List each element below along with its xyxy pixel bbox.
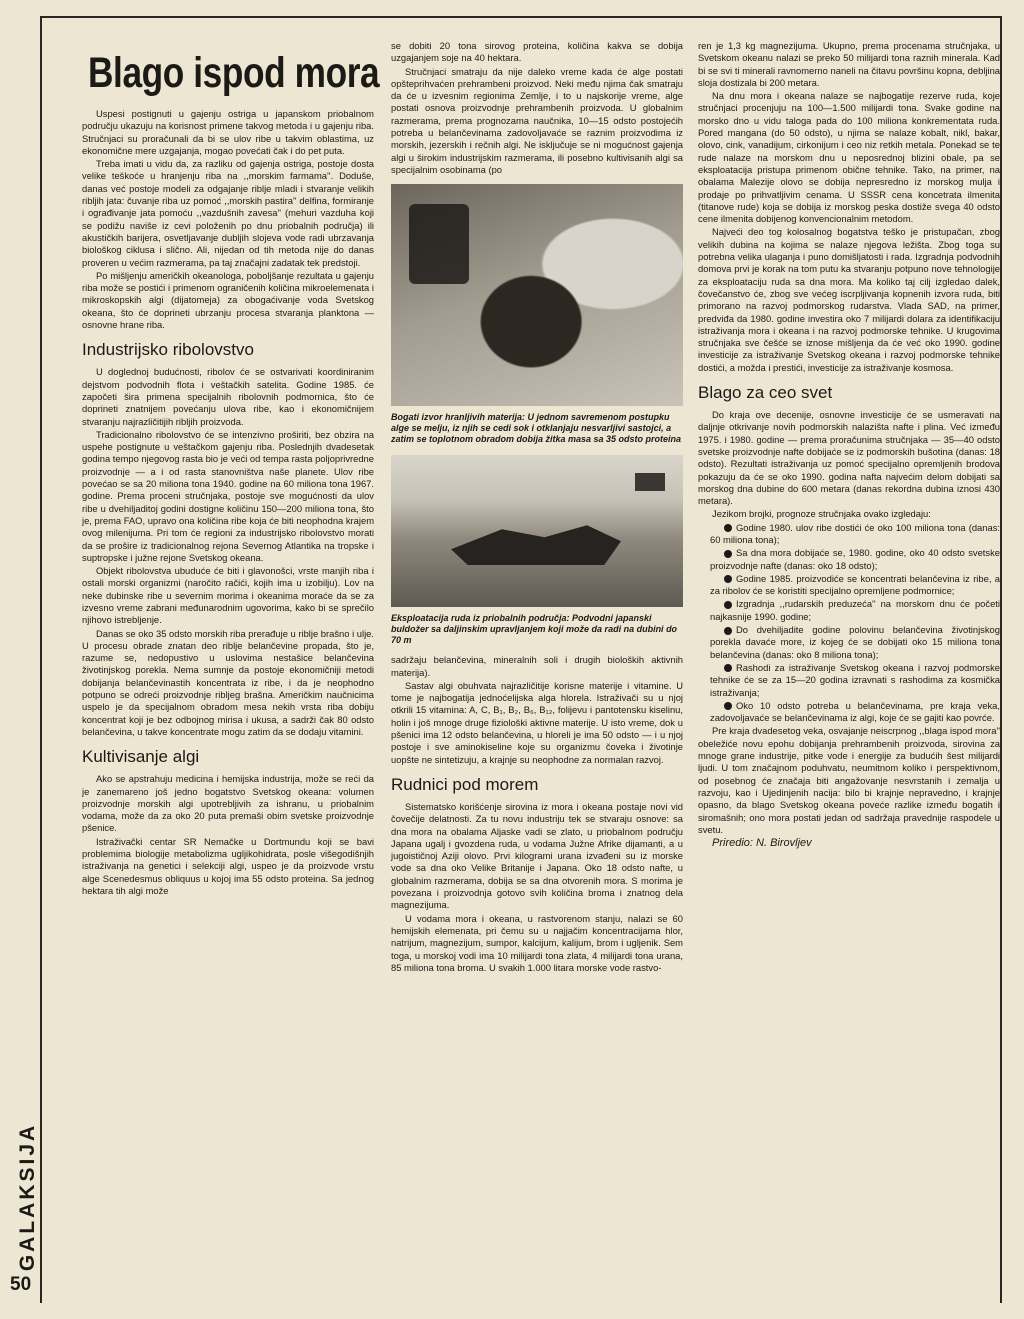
author-signature: Priredio: N. Birovljev (712, 837, 812, 850)
section-heading: Blago za ceo svet (698, 383, 833, 403)
bullet-item: Do dvehiljadite godine polovinu belančevina životinjskog porekla davaće more, iz kojeg će se dobijati oko 15 miliona tona belančevina (danas: oko 8 miliona tona); (710, 624, 1000, 660)
bullet-icon (724, 601, 732, 609)
photo-caption: Eksploatacija ruda iz priobalnih područja: Podvodni japanski buldožer sa daljinskim upravljanjem koji može da radi na dubini do 70 m (391, 613, 678, 646)
bullet-icon (724, 524, 732, 532)
section-heading: Industrijsko ribolovstvo (82, 340, 254, 360)
paragraph: se dobiti 20 tona sirovog proteina, količina kakva se dobija uzgajanjem soje na 40 hektara. (391, 40, 683, 64)
algae-photo (391, 184, 683, 406)
paragraph: Objekt ribolovstva ubuduće će biti i glavonošci, vrste manjih riba i ostali morski organizmi (naročito račići, kojih ima u izobilju). Lov na neke dubinske ribe u severnim morima i okeanima moraće da se za izvesno vreme zabrani međunarodnim ugovorima, kako bi se sprečilo njihovo istrebljenje. (82, 565, 374, 626)
bulldozer-photo (391, 455, 683, 607)
photo-caption: Bogati izvor hranljivih materija: U jednom savremenom postupku alge se melju, iz njih se cedi sok i otklanjaju nesvarljivi sastojci, a zatim se toplotnom obradom dobija žitka masa sa 35 odsto proteina (391, 412, 682, 445)
paragraph: Na dnu mora i okeana nalaze se najbogatije rezerve ruda, koje stručnjaci procenjuju na 100—1.500 milijardi tona. Svake godine na morsko dno u vidu taloga pada do 100 miliona konkrementata ruda. Pored mangana (do 50 odsto), u njima se nalaze kobalt, nikl, bakar, olovo, cink, vanadijum, cirkonijum i ceo niz retkih metala. Ponekad se te rude nalaze na morskom dnu u neposrednoj blizini obale, pa se eksploatacija pristupa primenom obične tehnike. Tako, na primer, na obalama Malezije olovo se dobija nepresredno iz morskog mulja i prodaje po prihvatljivim cenama. U SSSR cena koncetrata ilmenita (titanove rude) koja se dobija iz morskog peska dostiže svega 40 odsto cene ilmenita dobijenog konvencionalnim metodom. (698, 90, 1000, 225)
paragraph: Po mišljenju američkih okeanologa, poboljšanje rezultata u gajenju riba može se postići i primenom ograničenih količina mikroelemenata i mikroskopskih algi (dijatomeja) za obogaćivanje voda Svetskog okeana, što će doprineti ubrzanju procesa stvaranja planktona — osnovne hrane riba. (82, 269, 374, 331)
bullet-icon (724, 627, 732, 635)
paragraph: Stručnjaci smatraju da nije daleko vreme kada će alge postati opšteprihvaćen prehrambeni proizvod. Neki među njima čak smatraju da će u izvesnim regionima Zemlje, i to u najskorije vreme, alge postati osnova proizvodnje prehrambenih proizvoda. U globalnim razmerama, prema prognozama naučnika, 10—15 odsto postojećih potreba u belančevinama zadovoljavaće se raznim proizvodima iz morskih, jezerskih i rečnih algi. Ne isključuje se ni mogućnost gajenja algi u širokim industrijskim razmerama, ili posebno kultivisanih algi sa specijalnim osobinama (po (391, 65, 683, 175)
bullet-item: Rashodi za istraživanje Svetskog okeana i razvoj podmorske tehnike će se za 15—20 godina izravnati s rashodima za kosmička istraživanja; (710, 661, 1000, 698)
section-heading: Rudnici pod morem (391, 774, 539, 794)
column-1 (82, 40, 380, 898)
paragraph: U vodama mora i okeana, u rastvorenom stanju, nalazi se 60 hemijskih elemenata, pri čemu su u najjačim koncentracijama hlor, natrijum, magnezijum, sumpor, kalcijum, kalijum, brom i ugljenik. Sem toga, u morskoj vodi ima 10 milijardi tona zlata, 4 milijardi tona urana, 85 miliona tona broma. U svakih 1.000 litara morske vode rastvo- (391, 912, 683, 973)
paragraph: Pre kraja dvadesetog veka, osvajanje neiscrpnog ,,blaga ispod mora'' obeležiće novu epohu dobijanja prehrambenih proizvoda, sirovina za mnoge grane industrije, pitke vode i energije za budućih šest milijardi ljudi. U tom značajnom poduhvatu, neumitnom koliko i perspektivnom, od posebnog će značaja biti angažovanje nesvrstanih i zemalja u razvoju, kao i Ujedinjenih nacija: bilo bi krajnje nepravedno, i krajnje opasno, da blago Svetskog okeana poveće razlike između bogatih i siromašnih; ono mora postati jedan od sadržaja pravednije raspodele u svetu. (698, 725, 1000, 835)
paragraph: Danas se oko 35 odsto morskih riba prerađuje u riblje brašno i ulje. U procesu obrade znatan deo riblje belančevine propada, što je, razume se, nedopustivo u uslovima nestašice belančevina životinjskog porekla. Nema sumnje da postoje ekonomičniji metodi dobijanja belančevinastih koncentrata iz ribe, i da je neophodno potpuno se odreći proizvodnje ribljeg brašna. Američkim naučnicima uspelo je da specijalnom obradom mesa nekih vrsta riba dobiju koncentrat koji je bez odbojnog mirisa i ukusa, a sadrži čak 80 odsto belančevina, u takve koncentrate mogu zatim da se dodaju vitamini. (82, 627, 374, 737)
bullet-item: Oko 10 odsto potreba u belančevinama, pre kraja veka, zadovoljavaće se belančevinama iz algi, koje će se gajiti kao povrće. (710, 699, 1000, 724)
bullet-icon (724, 575, 732, 583)
right-rule (1000, 16, 1002, 1303)
paragraph: ren je 1,3 kg magnezijuma. Ukupno, prema procenama stručnjaka, u Svetskom okeanu nalazi se preko 50 milijardi tona raznih minerala. Kad bi se svi ti minerali ravnomerno naneli na čitavu površinu kopna, debljina sloja dostizala bi 200 metara. (698, 40, 1000, 88)
paragraph: Treba imati u vidu da, za razliku od gajenja ostriga, postoje dosta velike teškoće u hranjenju riba na ,,morskim farmama''. Doduše, danas već postoje modeli za odgajanje riblje mladi i stvaranje velikih ribljih jata: čuvanje riba uz pomoć ,,morskih pastira'' delfina, formiranje i ograđivanje jata pomoću ,,vazdušnih zavesa'' (mehuri vazduha koji se podižu naviše iz cevi položenih po dnu priobalnih područja) ili akustičkih barijera, osvetljavanje dubljih slojeva vode radi ubrzavanja biološkog ciklusa i slično. Ali, nijedan od tih metoda nije do danas proveren u većim razmerama, pa taj značajni zadatak tek predstoji. (82, 158, 374, 268)
bullet-item: Godine 1985. proizvodiće se koncentrati belančevina iz ribe, a za ribolov će se koristiti specijalno opremljene podmornice; (710, 572, 1000, 597)
paragraph: Ako se apstrahuju medicina i hemijska industrija, može se reći da je zanemareno još jedno bogatstvo Svetskog okeana: volumen proizvodnje morskih algi upotrebljivih za ishranu, u priobalnim vodama, može da za oko 20 puta premaši obim svetske proizvodnje pšenice. (82, 773, 374, 834)
bullet-icon (724, 702, 732, 710)
bullet-item: Sa dna mora dobijaće se, 1980. godine, oko 40 odsto svetske proizvodnje nafte (danas: oko 18 odsto); (710, 547, 1000, 571)
paragraph: Uspesi postignuti u gajenju ostriga u japanskom priobalnom području ukazuju na korisnost primene takvog metoda i u gajenju riba. Stručnjaci su proračunali da bi se ulov ribe u takvim oblastima, uz ekonomične mere uzgajanja, mogao povećati čak i do pet puta. (82, 108, 374, 156)
left-rule (40, 16, 42, 1303)
paragraph: Istraživački centar SR Nemačke u Dortmundu koji se bavi problemima biologije metabolizma ugljikohidrata, posle višegodišnjih istraživanja na genetici i selekciji algi, uspeo je da proizvode vrstu alge Scenedesmus obliquus u kojoj ima 55 odsto proteina. Sa jednog hektara tih algi može (82, 835, 374, 896)
bullet-item: Godine 1980. ulov ribe dostići će oko 100 miliona tona (danas: 60 miliona tona); (710, 521, 1000, 545)
column-3 (698, 40, 1000, 850)
paragraph: Do kraja ove decenije, osnovne investicije će se usmeravati na daljnje otkrivanje novih podmorskih nalazišta nafte i plina. Već između 1975. i 1980. godine — prema proračunima stručnjaka — 35—40 odsto svetske proizvodnje nafte dobijaće se iz podmorskih bušotina (danas: 18 odsto). Rezultati istraživanja uz pomoć specijalno opremljenih brodova pokazuju da će se oko 1990. godina nafta najvećim delom dobijati sa morskog dna dubine do 600 metara (danas rekordna dubina iznosi 430 metara). (698, 409, 1000, 507)
bullet-icon (724, 664, 732, 672)
paragraph: Sistematsko korišćenje sirovina iz mora i okeana postaje novi vid čovečije delatnosti. Za tu novu industriju tek se stvaraju osnove: sa dna mora na obalama Aljaske vadi se zlato, u priobalnom području Japana ugalj i gvozdena ruda, u vodama Južne Afrike dijamanti, a u jugoističnoj Aziji olovo. Prvi kilogrami urana izvađeni su iz morske vode sa dna oko Velike Britanije i Japana. Oko 18 odsto nafte, u globalnim razmerama, dobija se sa dna otvorenih mora. S morima je povezana i proizvodnja gotovo svih količina broma i znatnog dela magnezijuma. (391, 800, 683, 911)
page-number: 50 (10, 1274, 32, 1295)
bullet-item: Izgradnja ,,rudarskih preduzeća'' na morskom dnu će početi najkasnije 1990. godine; (710, 598, 1000, 622)
top-rule (40, 16, 1002, 18)
section-heading: Kultivisanje algi (82, 747, 200, 767)
bullet-icon (724, 550, 732, 558)
column-2 (391, 40, 683, 975)
paragraph: Tradicionalno ribolovstvo će se intenzivno proširiti, bez obzira na uspehe postignute u veštačkom gajenju riba. Poslednjih dvadesetak godina tempo njegovog rasta bio je veći od tempa rasta poljoprivredne proizvodnje — a i od rasta stanovništva naše planete. Ulov ribe povećao se sa 20 miliona tona 1940. godine na 60 miliona tona 1967. godine. Prema proceni stručnjaka, postoje sve mogućnosti da ulov ribe u dvehiljaditoj godini dostigne količinu 150—200 miliona tona, što je, prema FAO, upravo ona količina ribe koja će biti neophodna krajem ovog milenijuma. Pri tom će regioni za industrijsko ribolovstvo morati da se prošire iz tradicionalnog rejona Severnog Atlantika na tropske i suptropske i južne rejone Svetskog okeana. (82, 428, 374, 563)
paragraph: Najveći deo tog kolosalnog bogatstva teško je pristupačan, zbog velikih dubina na kojima se nalaze njegova ležišta. Zbog toga su potrebna velika ulaganja i puno domišljatosti i rada. Izgradnja podvodnih domova prvi je korak na tom putu ka stvaranju potpuno nove tehnologije za eksploataciju ruda sa dna mora. Ma koliko taj cilj izgledao dalek, čovečanstvo će, zbog sve većeg iscrpljivanja kopnenih izvora ruda, biti primorano na razvoj podmorskog rudarstva. Vlada SAD, na primer, predviđa da 1980. godine investira oko 7 milijardi dolara za identifikaciju istraživanja mora i okeana i na razvoj podmorske tehnike. U krugovima stručnjaka sve češće se iznose mišljenja da će već oko 1990. godine investicije za istraživanje Svetskog okeana i razvoj podmorske tehnike dostići, a možda i prestići, investicije za istraživanje kosmosa. (698, 226, 1000, 373)
magazine-logo: GALAKSIJA (16, 1122, 40, 1272)
article-title: Blago ispod mora (88, 49, 380, 97)
paragraph: Jezikom brojki, prognoze stručnjaka ovako izgledaju: (712, 508, 931, 520)
paragraph: sadržaju belančevina, mineralnih soli i drugih bioloških aktivnih materija). (391, 654, 683, 678)
paragraph: U doglednoj budućnosti, ribolov će se ostvarivati koordiniranim dejstvom podvodnih flota i veštačkih satelita. Godine 1985. će započeti šira primena specijalnih ribolovnih podmornica, što će doprineti znatnijem povećanju ulova ribe, kao i ekonomičnijem stvaranju najrazličitijih ribljih proizvoda. (82, 366, 374, 427)
paragraph: Sastav algi obuhvata najrazličitije korisne materije i vitamine. U tome je najbogatija jednoćelijska alga hlorela. Istraživači su u njoj otkrili 15 vitamina: A, C, B₁, B₂, B₆, B₁₂, folijevu i pantotensku kiselinu, holin i još mnoge druge fiziološki aktivne materije. U isto vreme, dok u pšenici ima 12 odsto belančevina, u hloreli je ima 50 odsto — i u njoj postoje i sve aminokiseline koje su organizmu čoveka i životinje uopšte ne sintetizuju, a krajnje su neophodne za normalan razvoj. (391, 679, 683, 765)
